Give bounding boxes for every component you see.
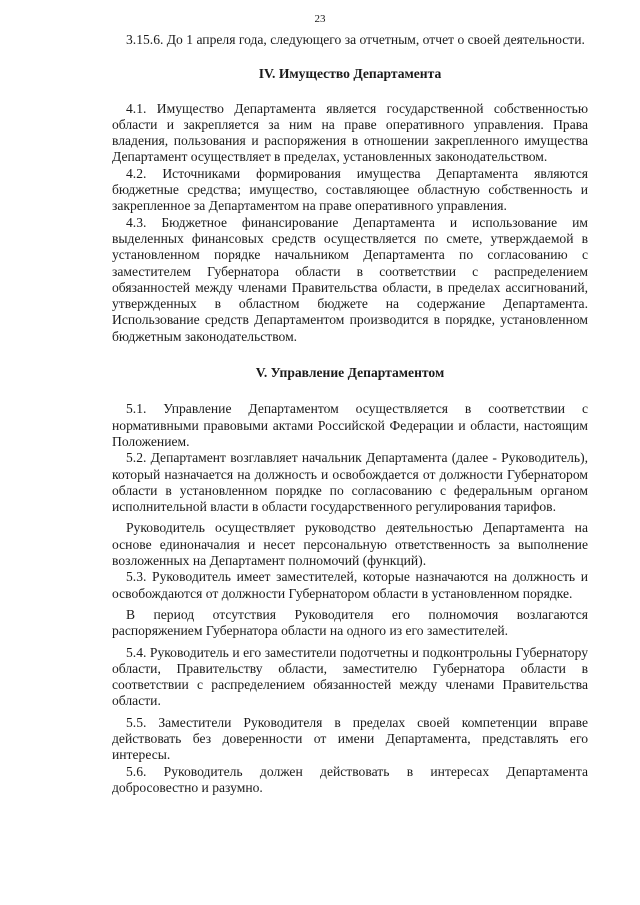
paragraph-5-2: 5.2. Департамент возглавляет начальник Департамента (далее - Руководитель), который назначается на должность и освобождается от должности Губернатором области в установленном порядке по согласованию с федеральным органом исполнительной власти в области государственного регулирования тарифов. xyxy=(112,450,588,515)
paragraph-4-1: 4.1. Имущество Департамента является государственной собственностью области и закрепляется за ним на праве оперативного управления. Права владения, пользования и распоряжения в отношении закрепленного имущества Департамент осуществляет в пределах, установленных законодательством. xyxy=(112,100,588,165)
paragraph-head-responsibility: Руководитель осуществляет руководство деятельностью Департамента на основе единоначалия и несет персональную ответственность за выполнение возложенных на Департамент полномочий (функций). xyxy=(112,520,588,569)
paragraph-5-4: 5.4. Руководитель и его заместители подотчетны и подконтрольны Губернатору области, Правительству области, заместителю Губернатора области в соответствии с распределением обязанностей между членами Правительства области. xyxy=(112,644,588,709)
paragraph-head-absence: В период отсутствия Руководителя его полномочия возлагаются распоряжением Губернатора области на одного из его заместителей. xyxy=(112,606,588,639)
paragraph-5-5: 5.5. Заместители Руководителя в пределах своей компетенции вправе действовать без доверенности от имени Департамента, представлять его интересы. xyxy=(112,714,588,763)
paragraph-5-3: 5.3. Руководитель имеет заместителей, которые назначаются на должность и освобождаются от должности Губернатором области в установленном порядке. xyxy=(112,569,588,601)
paragraph-5-1: 5.1. Управление Департаментом осуществляется в соответствии с нормативными правовыми актами Российской Федерации и области, настоящим Положением. xyxy=(112,401,588,449)
document-body xyxy=(112,32,588,796)
paragraph-4-3: 4.3. Бюджетное финансирование Департамента и использование им выделенных финансовых средств осуществляется по смете, утверждаемой в установленном порядке начальником Департамента по согласованию с заместителем Губернатора области в соответствии с распределением обязанностей между членами Правительства области, в пределах ассигнований, утвержденных в областном бюджете на содержание Департамента. Использование средств Департаментом производится в порядке, установленном бюджетным законодательством. xyxy=(112,214,588,344)
paragraph-3-15-6: 3.15.6. До 1 апреля года, следующего за отчетным, отчет о своей деятельности. xyxy=(126,32,585,47)
section-heading-property: IV. Имущество Департамента xyxy=(258,66,442,82)
paragraph-4-2: 4.2. Источниками формирования имущества Департамента являются бюджетные средства; имущество, составляющее областную собственность и закрепленное за Департаментом на праве оперативного управления. xyxy=(112,165,588,214)
section-heading-management: V. Управление Департаментом xyxy=(255,365,445,381)
page-number: 23 xyxy=(314,13,326,25)
paragraph-5-6: 5.6. Руководитель должен действовать в интересах Департамента добросовестно и разумно. xyxy=(112,763,588,795)
